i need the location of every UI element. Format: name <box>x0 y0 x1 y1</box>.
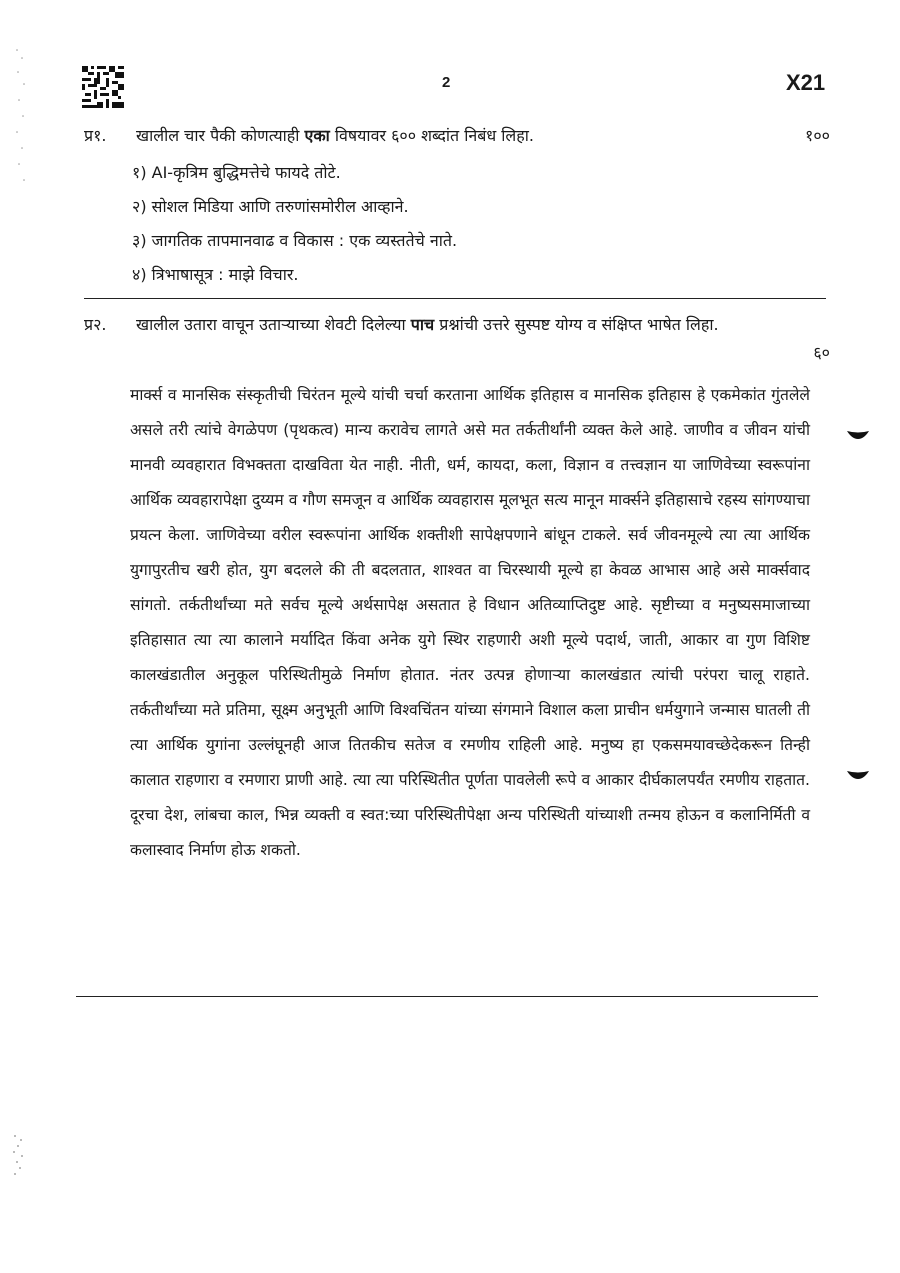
essay-option: १) AI-कृत्रिम बुद्धिमत्तेचे फायदे तोटे. <box>132 163 341 182</box>
question-2-instruction-start: खालील उतारा वाचून उताऱ्याच्या शेवटी दिलेल्या <box>136 315 411 334</box>
scan-dots-icon <box>14 40 28 190</box>
qr-code-icon <box>82 66 124 108</box>
question-1-label: प्र१. <box>84 126 107 145</box>
question-2-heading <box>84 313 830 369</box>
punch-mark-icon <box>846 770 870 780</box>
comprehension-passage: मार्क्स व मानसिक संस्कृतीची चिरंतन मूल्ये यांची चर्चा करताना आर्थिक इतिहास व मानसिक इतिहास हे एकमेकांत गुंतलेले असले तरी त्यांचे वेगळेपण (पृथकत्व) मान्य करावेच लागते असे मत तर्कतीर्थांनी व्यक्त केले आहे. जाणीव व जीवन यांची मानवी व्यवहारात विभक्तता दाखविता येत नाही. नीती, धर्म, कायदा, कला, विज्ञान व तत्त्वज्ञान या जाणिवेच्या स्वरूपांना आर्थिक व्यवहारापेक्षा दुय्यम व गौण समजून व आर्थिक व्यवहारास मूलभूत सत्य मानून मार्क्सने इतिहासाचे रहस्य सांगण्याचा प्रयत्न केला. जाणिवेच्या वरील स्वरूपांना आर्थिक शक्तीशी सापेक्षपणाने बांधून टाकले. सर्व जीवनमूल्ये त्या त्या आर्थिक युगापुरतीच खरी होत, युग बदलले की ती बदलतात, शाश्वत वा चिरस्थायी मूल्ये हा केवळ आभास आहे असे मार्क्सवाद सांगतो. तर्कतीर्थांच्या मते सर्वच मूल्ये अर्थसापेक्ष असतात हे विधान अतिव्याप्तिदुष्ट आहे. सृष्टीच्या व मनुष्यसमाजाच्या इतिहासात त्या त्या कालाने मर्यादित किंवा अनेक युगे स्थिर राहणारी अशी मूल्ये पदार्थ, जाती, आकार वा गुण विशिष्ट कालखंडातील अनुकूल परिस्थितीमुळे निर्माण होतात. नंतर उत्पन्न होणाऱ्या कालखंडात त्यांची परंपरा चालू राहाते. तर्कतीर्थांच्या मते प्रतिमा, सूक्ष्म अनुभूती आणि विश्वचिंतन यांच्या संगमाने विशाल कला प्राचीन धर्मयुगाने जन्मास घातली ती त्या आर्थिक युगांना उल्लंघूनही आज तितकीच सतेज व रमणीय राहिली आहे. मनुष्य हा एकसमयावच्छेदेकरून तिन्ही कालात राहणारा व रमणारा प्राणी आहे. त्या त्या परिस्थितीत पूर्णता पावलेली रूपे व आकार दीर्घकालपर्यंत रमणीय राहतात. दूरचा देश, लांबचा काल, भिन्न व्यक्ती व स्वत:च्या परिस्थितीपेक्षा अन्य परिस्थिती यांच्याशी तन्मय होऊन व कलानिर्मिती व कलास्वाद निर्माण होऊ शकतो. <box>130 386 810 859</box>
question-2-instruction-end: प्रश्नांची उत्तरे सुस्पष्ट योग्य व संक्षिप्त भाषेत लिहा. <box>434 315 719 334</box>
page-number: 2 <box>442 74 451 91</box>
question-2-label: प्र२. <box>84 315 107 334</box>
section-divider <box>84 298 826 299</box>
question-1-instruction-emphasis: एका <box>304 126 330 145</box>
question-1-marks: १०० <box>805 126 830 145</box>
question-1-instruction-start: खालील चार पैकी कोणत्याही <box>136 126 305 145</box>
essay-option: २) सोशल मिडिया आणि तरुणांसमोरील आव्हाने. <box>132 197 409 216</box>
essay-option: ४) त्रिभाषासूत्र : माझे विचार. <box>132 265 299 284</box>
punch-mark-icon <box>846 430 870 440</box>
question-2-instruction <box>136 313 756 337</box>
essay-option: ३) जागतिक तापमानवाढ व विकास : एक व्यस्ततेचे नाते. <box>132 231 458 250</box>
scan-dots-icon <box>12 1130 26 1180</box>
paper-code: X21 <box>786 70 826 95</box>
question-2-instruction-emphasis: पाच <box>410 315 435 334</box>
passage-end-divider <box>76 996 818 997</box>
question-1-instruction <box>136 124 756 148</box>
question-1-instruction-end: विषयावर ६०० शब्दांत निबंध लिहा. <box>329 126 535 145</box>
question-2-marks: ६० <box>813 343 830 362</box>
question-1-options <box>132 156 457 292</box>
